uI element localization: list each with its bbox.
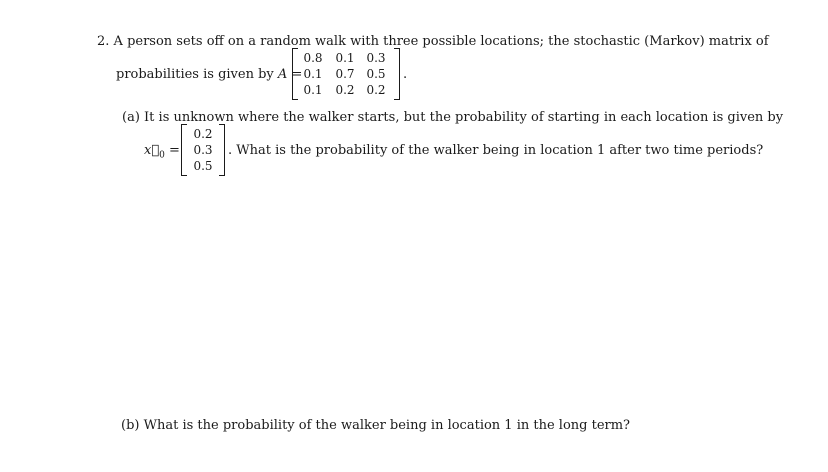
- matrix-trailing-period: .: [403, 67, 408, 82]
- part-b-label: (b): [121, 418, 140, 433]
- part-b-text: What is the probability of the walker being in location 1 in the long term?: [143, 418, 631, 433]
- part-a-text: It is unknown where the walker starts, but the probability of starting in each location is given by: [144, 110, 784, 125]
- matrix-A-row-3: [292, 82, 400, 98]
- problem-number: 2.: [97, 34, 110, 49]
- vector-x0-row-3: [181, 158, 225, 174]
- matrix-equals: =: [291, 67, 303, 82]
- matrix-A-cell: 0.8: [303, 51, 323, 65]
- matrix-A-cell: 0.3: [366, 51, 386, 65]
- problem-intro-line2-text: probabilities is given by: [116, 67, 274, 82]
- matrix-A-cell: 0.1: [303, 67, 323, 81]
- vector-x0-row-2: [181, 142, 225, 158]
- part-a-vector-lhs: [144, 143, 180, 164]
- vector-x0-cell: 0.3: [193, 143, 213, 157]
- matrix-A-cell: 0.2: [366, 83, 386, 97]
- matrix-A-row-2: [292, 66, 400, 82]
- vector-x0-row-1: [181, 126, 225, 142]
- vector-x0: [181, 124, 225, 176]
- vector-x0-cell: 0.5: [193, 159, 213, 173]
- matrix-symbol: A: [277, 67, 288, 82]
- part-a-label: (a): [122, 110, 140, 125]
- problem-intro-line2: [116, 67, 302, 83]
- vector-subscript: 0: [159, 150, 165, 161]
- part-a-line2: . What is the probability of the walker being in location 1 after two time periods?: [228, 143, 764, 158]
- problem-intro-line1: [97, 34, 769, 50]
- problem-intro-text: A person sets off on a random walk with three possible locations; the stochastic (Markov) matrix of: [113, 34, 769, 49]
- matrix-A-cell: 0.7: [335, 67, 355, 81]
- vector-equals: =: [169, 143, 180, 158]
- matrix-A-cell: 0.1: [335, 51, 355, 65]
- matrix-A-cell: 0.5: [366, 67, 386, 81]
- part-b-line: [121, 418, 630, 434]
- vector-x0-cell: 0.2: [193, 127, 213, 141]
- matrix-A-cell: 0.2: [335, 83, 355, 97]
- vector-symbol: x⃗: [144, 143, 160, 158]
- matrix-A: [292, 48, 400, 100]
- matrix-A-row-1: [292, 50, 400, 66]
- matrix-A-cell: 0.1: [303, 83, 323, 97]
